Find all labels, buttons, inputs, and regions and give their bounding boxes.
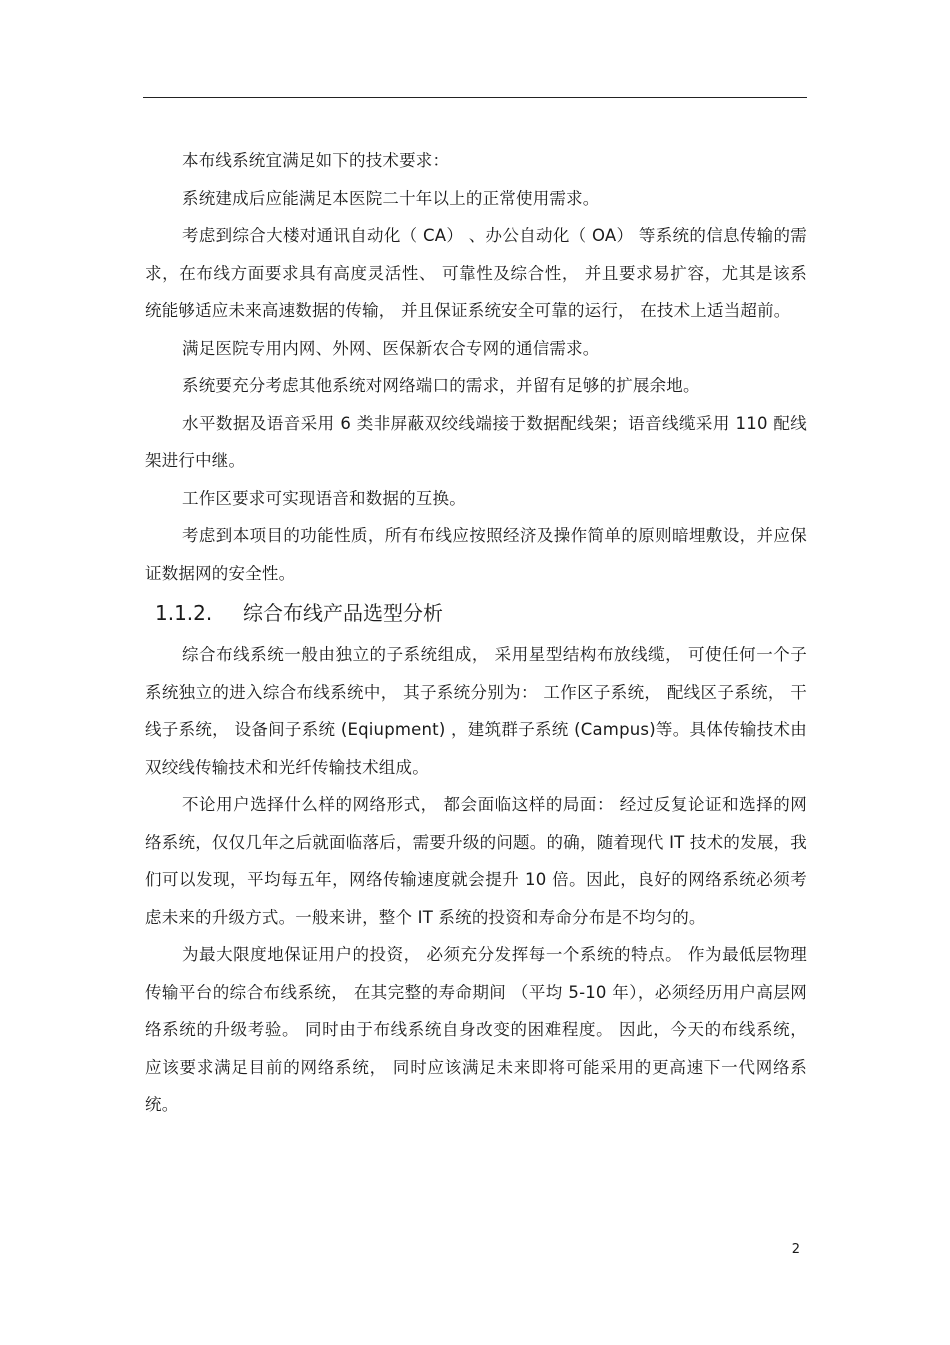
section-title: 综合布线产品选型分析 [243, 601, 443, 625]
paragraph: 系统要充分考虑其他系统对网络端口的需求，并留有足够的扩展余地。 [182, 376, 700, 395]
document-body [145, 142, 807, 1124]
header-rule [143, 97, 807, 98]
section-heading [155, 594, 807, 632]
paragraph: 满足医院专用内网、外网、医保新农合专网的通信需求。 [182, 338, 600, 358]
page-number: 2 [791, 1242, 800, 1257]
paragraph: 综合布线系统一般由独立的子系统组成， 采用星型结构布放线缆， 可使任何一个子系统独立的进入综合布线系统中， 其子系统分别为： 工作区子系统， 配线区子系统， 干线子系统， 设备间子系统 (Eqiupment) ，建筑群子系统 (Campus)等。具体传输技术由双绞线传输技术和光纤传输技术组成。 [145, 645, 807, 777]
section-number: 1.1.2. [155, 601, 213, 625]
paragraph: 为最大限度地保证用户的投资， 必须充分发挥每一个系统的特点。 作为最低层物理传输平台的综合布线系统， 在其完整的寿命期间 （平均 5-10 年），必须经历用户高层网络系统的升级考验。 同时由于布线系统自身改变的困难程度。 因此，今天的布线系统， 应该要求满足目前的网络系统， 同时应该满足未来即将可能采用的更高速下一代网络系统。 [145, 945, 807, 1114]
paragraph: 工作区要求可实现语音和数据的互换。 [182, 488, 466, 508]
paragraph: 系统建成后应能满足本医院二十年以上的正常使用需求。 [182, 188, 600, 208]
paragraph: 考虑到本项目的功能性质，所有布线应按照经济及操作简单的原则暗埋敷设，并应保证数据网的安全性。 [145, 526, 807, 583]
paragraph: 本布线系统宜满足如下的技术要求： [182, 151, 450, 170]
paragraph: 水平数据及语音采用 6 类非屏蔽双绞线端接于数据配线架；语音线缆采用 110 配线架进行中继。 [145, 413, 807, 470]
paragraph: 不论用户选择什么样的网络形式， 都会面临这样的局面： 经过反复论证和选择的网络系统，仅仅几年之后就面临落后，需要升级的问题。的确，随着现代 IT 技术的发展，我们可以发现，平均每五年，网络传输速度就会提升 10 倍。因此，良好的网络系统必须考虑未来的升级方式。一般来讲，整个 IT 系统的投资和寿命分布是不均匀的。 [145, 795, 807, 927]
paragraph: 考虑到综合大楼对通讯自动化（ CA） 、办公自动化（ OA） 等系统的信息传输的需求，在布线方面要求具有高度灵活性、 可靠性及综合性， 并且要求易扩容，尤其是该系统能够适应未来高速数据的传输， 并且保证系统安全可靠的运行， 在技术上适当超前。 [145, 226, 807, 320]
